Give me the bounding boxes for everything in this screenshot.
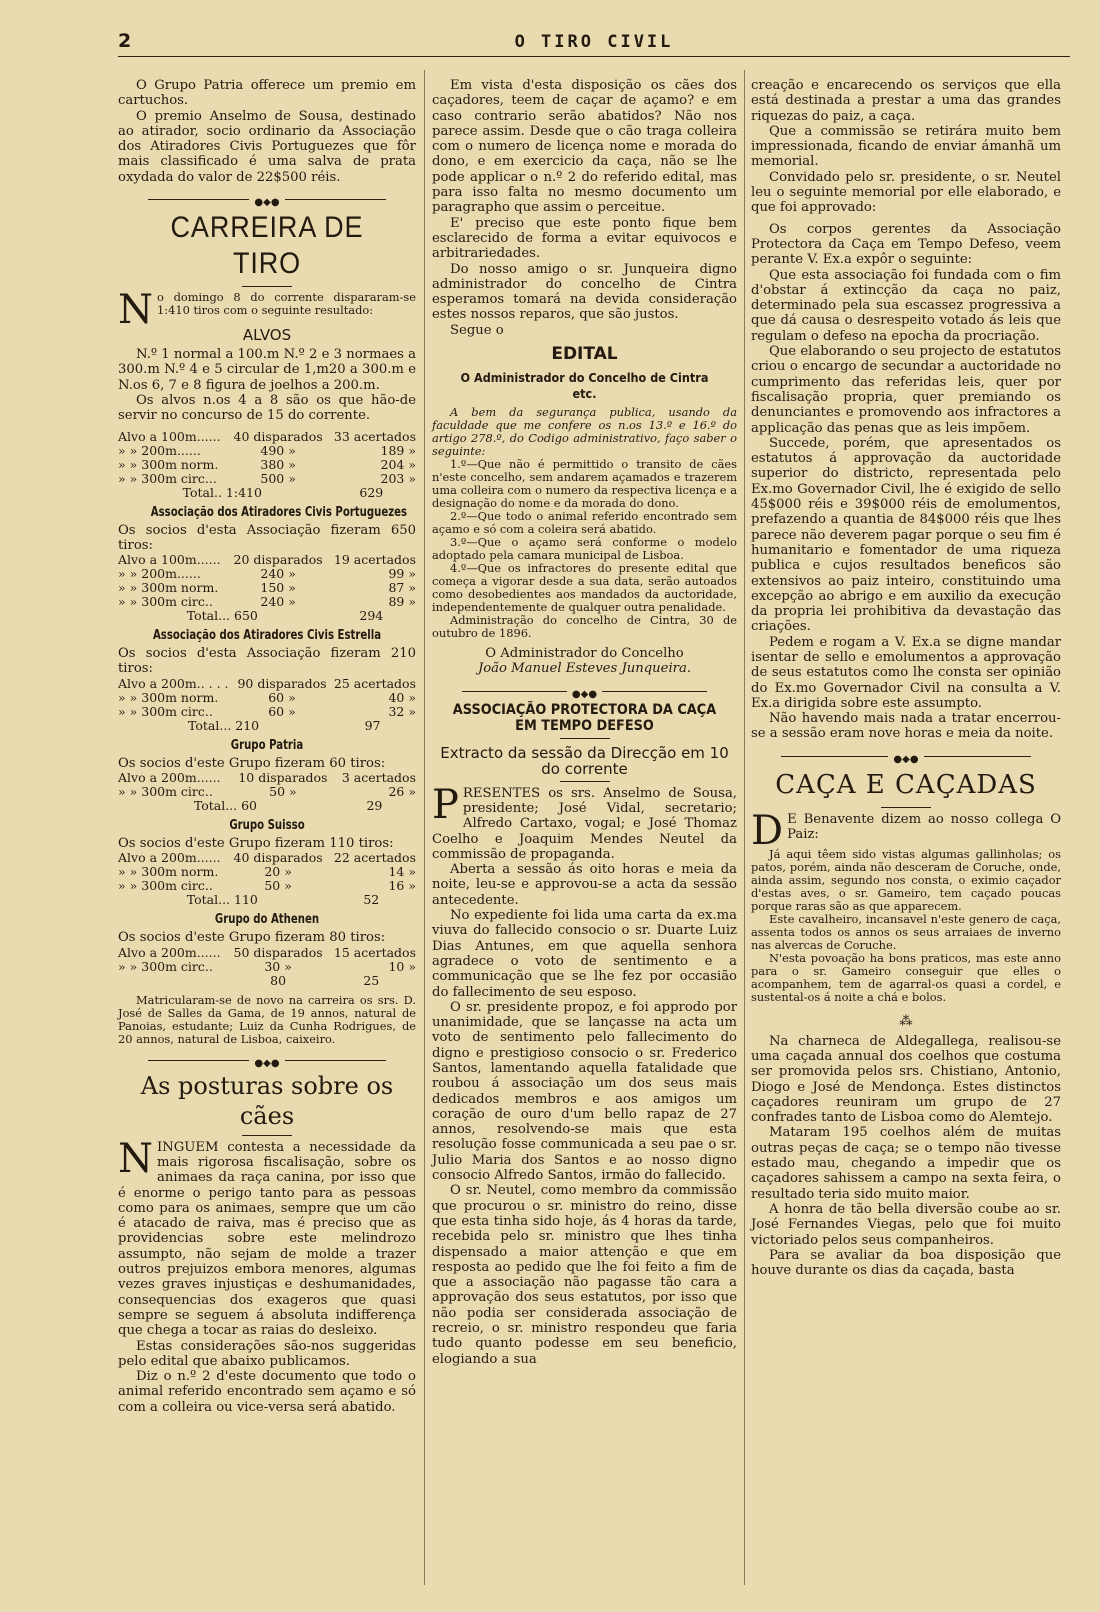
section-ornament: ●◆●: [118, 1055, 416, 1065]
paragraph: Convidado pelo sr. presidente, o sr. Neutel leu o seguinte memorial por elle elaborado, e que foi approvado:: [751, 169, 1061, 216]
column-3: creação e encarecendo os serviços que ella está destinada a prestar a uma das grandes riquezas do paiz, a caça. Que a commissão se retirára muito bem impressionada, ficando de enviar ámanhã um memorial. Convidado pelo sr. presidente, o sr. Neutel leu o seguinte memorial por elle elaborado, e que foi approvado: Os corpos gerentes da Associação Protectora da Caça em Tempo Defeso, veem perante V. Ex.a expôr o seguinte: Que esta associação foi fundada com o fim d'obstar á extincção da caça no paiz, determinado pela sua escassez progressiva a que dá causa o desrespeito votado ás leis que regulam o defeso na epocha da procriação. Que elaborando o seu projecto de estatutos criou o encargo de secundar a auctoridade no cumprimento das referidas leis, quer por fiscalisação propria, quer premiando os denunciantes e promovendo aos infractores a applicação das penas que as leis impõem. Succede, porém, que apresentados os estatutos á approvação da auctoridade superior do districto, representada pelo Ex.mo Governador Civil, lhe é exigido de sello 45$000 réis e 39$000 réis de emolumentos, prefazendo a quantia de 84$000 réis que lhes parece não deverem pagar porque o seu fim é humanitario e fomentador de uma riqueza publica e cujos resultados beneficos são extensivos ao paiz inteiro, constituindo uma excepção ao abrigo e em auxilio da execução da propria lei prohibitiva da devastação das criações. Pedem e rogam a V. Ex.a se digne mandar isentar de sello e emolumentos a approvação de seus estatutos como lhe consta ser opinião do Ex.mo Governador Civil na consulta a V. Ex.a dirigida sobre este assumpto. Não havendo mais nada a tratar encerrou-se a sessão eram nove horas e meia da noite. ●◆● CAÇA E CAÇADAS D E Benavente dizem ao nosso collega O Paiz: Já aqui têem sido vistas algumas gallinholas; os patos, porém, ainda não desceram de Coruche, onde, ainda assim, segundo nos consta, o eximio caçador d'estas aves, o sr. Gameiro, tem caçado poucas porque raras são as que apparecem. Este cavalheiro, incansavel n'este genero de caça, assenta todos os annos os seus arraiaes de inverno nas alvercas de Coruche. N'esta povoação ha bons praticos, mas este anno para o sr. Gameiro conseguir que elles o acompanhem, tem de agarral-os quasi a cordel, e sustental-os á noite a chá e bolos. ⁂ Na charneca de Aldegallega, realisou-se uma caçada annual dos coelhos que costuma ser promovida pelos srs. Chistiano, Antonio, Diogo e José de Mendonça. Estes distinctos caçadores reuniram um grupo de 27 confrades tanto de Lisboa como do Alemtejo. Mataram 195 coelhos além de muitas outras peças de caça; se o tempo não tivesse estado mau, chegando a impedir que os caçadores sahissem a campo na sexta feira, o resultado teria sido muito maior. A honra de tão bella diversão coube ao sr. José Fernandes Viegas, pelo que foi muito victoriado pelos seus companheiros. Para se avaliar da boa disposição que houve durante os dias da caçada, basta: [751, 78, 1062, 1279]
table-row: Alvo a 100m...... 40 disparados 33 acertados: [118, 428, 416, 444]
paragraph: O premio Anselmo de Sousa, destinado ao atirador, socio ordinario da Associação dos Atiradores Civis Portuguezes que fôr mais classificado é uma salva de prata oxydada do valor de 22$500 réis.: [118, 108, 416, 185]
column-1: O Grupo Patria offerece um premio em cartuchos. O premio Anselmo de Sousa, destinado ao atirador, socio ordinario da Associação dos Atiradores Civis Portuguezes que fôr mais classificado é uma salva de prata oxydada do valor de 22$500 réis. ●◆● CARREIRA DE TIRO No domingo 8 do corrente dispararam-se 1:410 tiros com o seguinte resultado: ALVOS N.º 1 normal a 100.m N.º 2 e 3 normaes a 300.m N.º 4 e 5 circular de 1,m20 a 300.m e N.os 6, 7 e 8 figura de joelhos a 200.m. Os alvos n.os 4 a 8 são os que hão-de servir no concurso de 15 do corrente. Alvo a 100m...... 40 disparados 33 acertados » » 200m...... 490 » 189 » » » 300m norm. 380 » 204 » » » 300m circ... 500 » 203 » Total.. 1:410 629 Associação dos Atiradores Civis Portuguezes Os socios d'esta Associação fizeram 650 tiros: Alvo a 100m...... 20 disparados 19 acertados » » 200m...... 240 » 99 » » » 300m norm. 150 » 87 » » » 300m circ.. 240 » 89 » Total... 650 294 Associação dos Atiradores Civis Estrella Os socios d'esta Associação fizeram 210 tiros: Alvo a 200m.. . . . 90 disparados 25 acertados » » 300m norm. 60 » 40 » » » 300m circ.. 60 » 32 » Total... 210 97 Grupo Patria Os socios d'este Grupo fizeram 60 tiros: Alvo a 200m...... 10 disparados 3 acertados » » 300m circ.. 50 » 26 » Total... 60 29 Grupo Suisso Os socios d'este Grupo fizeram 110 tiros: Alvo a 200m...... 40 disparados 22 acertados » » 300m norm. 20 » 14 » » » 300m circ.. 50 » 16 » Total... 110 52 Grupo do Athenen Os socios d'este Grupo fizeram 80 tiros: Alvo a 200m...... 50 disparados 15 acertados » » 300m circ.. 30 » 10 » 80 25 Matricularam-se de novo na carreira os srs. D. José de Salles da Gama, de 19 annos, natural de Panoias, estudante; Luiz da Cunha Rodrigues, de 20 annos, natural de Lisboa, caixeiro. ●◆● As posturas sobre os cães NINGUEM contesta a necessidade da mais rigorosa fiscalisação, sobre os animaes da raça canina, por isso que é enorme o perigo tanto para as pessoas como para os animaes, sempre que um cão é atacado de raiva, mas é preciso que as providencias sobre este melindrozo assumpto, não sejam de molde a trazer outros prejuizos embora menores, algumas vezes graves injustiças e deshumanidades, consequencias dos exageros que quasi sempre se seguem á absoluta indifferença que chega a tocar as raias do desleixo. Estas considerações são-nos suggeridas pelo edital que abaixo publicamos. Diz o n.º 2 d'este documento que todo o animal referido encontrado sem açamo e só com a colleira ou vice-versa será abatido.: [118, 78, 416, 1415]
paragraph: Que a commissão se retirára muito bem impressionada, ficando de enviar ámanhã um memorial.: [751, 123, 1061, 170]
results-table: [118, 430, 416, 500]
page-number: 2: [118, 30, 132, 52]
paragraph: O Grupo Patria offerece um premio em cartuchos.: [118, 78, 416, 109]
table-row: » » 300m circ... 500 » 203 »: [118, 470, 416, 486]
edital-item: 1.º—Que não é permittido o transito de cães n'este concelho, sem andarem açamados e trazerem uma colleira com o numero da respectiva licença e a designação do nome e da morada do dono.: [432, 457, 737, 511]
paragraph: O sr. presidente propoz, e foi approdo por unanimidade, que se lançasse na acta um voto de sentimento pelo fallecimento do digno e prestigioso consocio o sr. Frederico Santos, lamentando aquella fatalidade que roubou á associação um dos seus mais dedicados membros e aos amigos um coração de ouro d'um bello rapaz de 27 annos, resolvendo-se mais que esta resolução fosse communicada a seu pae o sr. Julio Maria dos Santos e ao nosso digno consocio Alfredo Santos, irmão do fallecido.: [432, 999, 737, 1184]
subheading: Grupo Patria: [230, 737, 304, 753]
paragraph: No expediente foi lida uma carta da ex.ma viuva do fallecido consocio o sr. Duarte Luiz Dias Antunes, em que aquella senhora agradece o voto de sentimento e a communicação que se lhe fez por occasião do fallecimento de seu esposo.: [432, 908, 737, 1000]
edital-item: 2.º—Que todo o animal referido encontrado sem açamo e só com a coleira será abatido.: [432, 509, 737, 537]
subheading: O Administrador do Concelho de Cintra etc.: [460, 370, 709, 402]
drop-cap: P: [432, 781, 459, 828]
results-table: [118, 553, 416, 623]
paragraph: Os socios d'este Grupo fizeram 110 tiros:: [118, 836, 394, 852]
table-row: Alvo a 200m...... 40 disparados 22 acertados: [118, 850, 416, 866]
paragraph: o domingo 8 do corrente dispararam-se 1:410 tiros com o seguinte resultado:: [157, 290, 416, 318]
paragraph: Benavente dizem ao nosso collega O Paiz:: [787, 811, 1062, 843]
paragraph: Para se avaliar da boa disposição que houve durante os dias da caçada, basta: [751, 1247, 1061, 1279]
edital-item: 3.º—Que o açamo será conforme o modelo adoptado pela camara municipal de Lisboa.: [432, 535, 737, 563]
divider: [242, 1135, 292, 1136]
section-title: ASSOCIAÇÃO PROTECTORA DA CAÇA EM TEMPO DEFESO: [452, 701, 717, 734]
paragraph: Não havendo mais nada a tratar encerrou-se a sessão eram nove horas e meia da noite.: [751, 711, 1061, 742]
table-total-row: Total... 650 294: [186, 608, 384, 624]
table-total-row: 80 25: [270, 972, 380, 988]
paragraph: Os alvos n.os 4 a 8 são os que hão-de servir no concurso de 15 do corrente.: [118, 392, 416, 424]
section-title: CARREIRA DE TIRO: [170, 211, 364, 281]
table-total-row: Total... 210 97: [188, 717, 381, 733]
paragraph: Matricularam-se de novo na carreira os srs. D. José de Salles da Gama, de 19 annos, natural de Panoias, estudante; Luiz da Cunha Rodrigues, de 20 annos, natural de Lisboa, caixeiro.: [118, 992, 416, 1046]
divider: [881, 807, 931, 808]
column-divider: [424, 70, 425, 1585]
edital-item: 4.º—Que os infractores do presente edital que começa a vigorar desde a sua data, serão autoados como desobedientes aos mandados da auctoridade, independentemente de qualquer outra penalidade.: [432, 561, 737, 615]
paragraph: Diz o n.º 2 d'este documento que todo o animal referido encontrado sem açamo e só com a colleira ou vice-versa será abatido.: [118, 1369, 416, 1415]
memorial-paragraph: Que elaborando o seu projecto de estatutos criou o encargo de secundar a auctoridade no cumprimento das referidas leis, quer por fiscalisação propria, quer premiando os denunciantes e promovendo aos infractores a applicação das penas que as leis impõem.: [751, 344, 1061, 436]
divider: [242, 286, 292, 287]
subheading: EDITAL: [551, 344, 618, 365]
edital-item: Administração do concelho de Cintra, 30 de outubro de 1896.: [432, 613, 737, 641]
paragraph: Do nosso amigo o sr. Junqueira digno administrador do concelho de Cintra esperamos tomará na devida consideração estes nossos reparos, que são justos.: [432, 261, 737, 323]
paragraph: N.º 1 normal a 100.m N.º 2 e 3 normaes a 300.m N.º 4 e 5 circular de 1,m20 a 300.m e N.os 6, 7 e 8 figura de joelhos a 200.m.: [118, 347, 416, 393]
memorial-paragraph: Succede, porém, que apresentados os estatutos á approvação da auctoridade superior do districto, representada pelo Ex.mo Governador Civil, lhe é exigido de sello 45$000 réis e 39$000 réis de emolumentos, prefazendo a quantia de 84$000 réis que lhes parece não deverem pagar porque o seu fim é humanitario e fomentador de uma riqueza publica e cujos resultados beneficos são extensivos ao paiz inteiro, constituindo uma excepção ao abrigo e em auxilio da execução da propria lei prohibitiva da devastação das criações.: [751, 435, 1061, 635]
table-row: » » 300m circ.. 30 » 10 »: [118, 958, 416, 974]
table-row: Alvo a 200m...... 10 disparados 3 acertados: [118, 770, 416, 786]
paragraph: Segue o: [450, 322, 504, 338]
results-table: [118, 677, 416, 733]
paragraph: os srs. Anselmo de Sousa, presidente; José Vidal, secretario; Alfredo Cartaxo, vogal; e José Thomaz Coelho e Joaquim Mendes Neutel da commissão de propaganda.: [432, 785, 737, 862]
section-ornament: ●◆●: [751, 751, 1061, 761]
table-row: » » 200m...... 240 » 99 »: [118, 566, 416, 582]
memorial-paragraph: Os corpos gerentes da Associação Protectora da Caça em Tempo Defeso, veem perante V. Ex.a expôr o seguinte:: [751, 221, 1061, 268]
table-row: » » 300m circ.. 50 » 16 »: [118, 878, 416, 894]
subheading: Grupo Suisso: [229, 818, 305, 834]
table-row: » » 300m circ.. 60 » 32 »: [118, 703, 416, 719]
drop-cap: N: [118, 1135, 153, 1182]
paragraph: A honra de tão bella diversão coube ao sr. José Fernandes Viegas, pelo que foi muito victoriado pelos seus companheiros.: [751, 1201, 1061, 1248]
table-total-row: Total... 60 29: [193, 798, 383, 814]
table-row: » » 300m circ.. 50 » 26 »: [118, 784, 416, 800]
table-row: » » 300m norm. 60 » 40 »: [118, 689, 416, 705]
table-row: Alvo a 200m.. . . . 90 disparados 25 acertados: [118, 675, 416, 691]
subheading: Associação dos Atiradores Civis Portuguezes: [150, 504, 408, 520]
column-2: Em vista d'esta disposição os cães dos caçadores, teem de caçar de açamo? e em caso contrario serão abatidos? Não nos parece assim. Desde que o cão traga colleira com o numero de licença nome e morada do dono, e em exercicio da caça, não se lhe pode applicar o n.º 2 do referido edital, mas para isso falta no mesmo documento um paragrapho que assim o perceitue. E' preciso que este ponto fique bem esclarecido de forma a evitar equivocos e arbitrariedades. Do nosso amigo o sr. Junqueira digno administrador do concelho de Cintra esperamos tomará na devida consideração estes nossos reparos, que são justos. Segue o EDITAL O Administrador do Concelho de Cintra etc. A bem da segurança publica, usando da faculdade que me confere os n.os 13.º e 16.º do artigo 278.º, do Codigo administrativo, faço saber o seguinte: 1.º—Que não é permittido o transito de cães n'este concelho, sem andarem açamados e trazerem uma colleira com o numero da respectiva licença e a designação do nome e da morada do dono. 2.º—Que todo o animal referido encontrado sem açamo e só com a coleira será abatido. 3.º—Que o açamo será conforme o modelo adoptado pela camara municipal de Lisboa. 4.º—Que os infractores do presente edital que começa a vigorar desde a sua data, serão autoados como desobedientes aos mandados da auctoridade, independentemente de qualquer outra penalidade. Administração do concelho de Cintra, 30 de outubro de 1896. O Administrador do Concelho João Manuel Esteves Junqueira. ●◆● ASSOCIAÇÃO PROTECTORA DA CAÇA EM TEMPO DEFESO Extracto da sessão da Direcção em 10 do corrente PRESENTES os srs. Anselmo de Sousa, presidente; José Vidal, secretario; Alfredo Cartaxo, vogal; e José Thomaz Coelho e Joaquim Mendes Neutel da commissão de propaganda. Aberta a sessão ás oito horas e meia da noite, leu-se e approvou-se a acta da sessão antecedente. No expediente foi lida uma carta da ex.ma viuva do fallecido consocio o sr. Duarte Luiz Dias Antunes, em que aquella senhora agradece o voto de sentimento e a communicação que se lhe fez por occasião do fallecimento de seu esposo. O sr. presidente propoz, e foi approdo por unanimidade, que se lançasse na acta um voto de sentimento pelo fallecimento do digno e prestigioso consocio o sr. Frederico Santos, lamentando aquella fatalidade que roubou á associação um dos seus mais dedicados membros e aos amigos um coração de ouro d'um bello rapaz de 27 annos, resolvendo-se mais que esta resolução fosse communicada a seu pae o sr. Julio Maria dos Santos e ao nosso digno consocio Alfredo Santos, irmão do fallecido. O sr. Neutel, como membro da commissão que procurou o sr. ministro do reino, disse que esta tinha sido hoje, ás 4 horas da tarde, recebida pelo sr. ministro que lhes tinha dispensado a maior attenção e que em resposta ao pedido que lhe foi feito a fim de que a associação não pagasse tão cara a approvação dos seus estatutos, por isso que não podia ser considerada associação de recreio, o sr. ministro respondeu que faria tudo quanto podesse em seu beneficio, elogiando a sua: [432, 78, 737, 1367]
divider: [560, 738, 610, 739]
journal-title: O TIRO CIVIL: [514, 32, 674, 52]
subheading: ALVOS: [242, 326, 292, 345]
results-table: [118, 851, 416, 907]
paragraph: Em vista d'esta disposição os cães dos caçadores, teem de caçar de açamo? e em caso contrario serão abatidos? Não nos parece assim. Desde que o cão traga colleira com o numero de licença nome e morada do dono, e em exercicio da caça, não se lhe pode applicar o n.º 2 do referido edital, mas para isso falta no mesmo documento um paragrapho que assim o perceitue.: [432, 78, 737, 216]
divider: [560, 781, 610, 782]
subheading: Extracto da sessão da Direcção em 10 do corrente: [440, 743, 729, 778]
subheading: Grupo do Athenen: [214, 912, 320, 928]
subheading: Associação dos Atiradores Civis Estrella: [152, 628, 382, 644]
paragraph: O sr. Neutel, como membro da commissão que procurou o sr. ministro do reino, disse que esta tinha sido hoje, ás 4 horas da tarde, recebida pelo sr. ministro que lhes tinha dispensado a maior attenção e que em resposta ao pedido que lhe foi feito a fim de que a associação não pagasse tão cara a approvação dos seus estatutos, por isso que não podia ser considerada associação de recreio, o sr. ministro respondeu que faria tudo quanto podesse em seu beneficio, elogiando a sua: [432, 1183, 737, 1367]
section-title: As posturas sobre os cães: [140, 1071, 394, 1130]
section-ornament: ●◆●: [432, 686, 737, 696]
quote-paragraph: Este cavalheiro, incansavel n'este genero de caça, assenta todos os annos os seus arraiaes de inverno nas alvercas de Coruche.: [751, 912, 1061, 953]
section-ornament: ●◆●: [118, 194, 416, 204]
table-total-row: Total.. 1:410 629: [182, 484, 384, 500]
table-row: Alvo a 100m...... 20 disparados 19 acertados: [118, 552, 416, 568]
paragraph: Estas considerações são-nos suggeridas pelo edital que abaixo publicamos.: [118, 1338, 416, 1369]
table-row: » » 300m norm. 380 » 204 »: [118, 456, 416, 472]
paragraph: Os socios d'este Grupo fizeram 60 tiros:: [118, 755, 386, 771]
table-row: » » 300m norm. 150 » 87 »: [118, 580, 416, 596]
table-row: » » 300m norm. 20 » 14 »: [118, 864, 416, 880]
paragraph: contesta a necessidade da mais rigorosa fiscalisação, sobre os animaes da raça canina, por isso que é enorme o perigo tanto para as pessoas como para os animaes, sempre que um cão é atacado de raiva, mas é preciso que as providencias sobre este melindrozo assumpto, não sejam de molde a trazer outros prejuizos embora menores, algumas vezes graves injustiças e deshumanidades, consequencias dos exageros que quasi sempre se seguem á absoluta indifferença que chega a tocar as raias do desleixo.: [118, 1139, 416, 1339]
memorial-paragraph: Que esta associação foi fundada com o fim d'obstar á extincção da caça no paiz, determinado pela sua escassez progressiva a que dá causa o desrespeito votado ás leis que regulam o defeso na epocha da procriação.: [751, 267, 1061, 344]
drop-cap: N: [118, 287, 153, 334]
signature-name: João Manuel Esteves Junqueira.: [477, 661, 692, 677]
paragraph: creação e encarecendo os serviços que ella está destinada a prestar a uma das grandes riquezas do paiz, a caça.: [751, 78, 1061, 124]
paragraph: Mataram 195 coelhos além de muitas outras peças de caça; se o tempo não tivesse estado mau, chegando a impedir que os caçadores sahissem a campo na sexta feira, o resultado teria sido muito maior.: [751, 1125, 1061, 1202]
signature-line: O Administrador do Concelho: [485, 646, 684, 662]
quote-paragraph: Já aqui têem sido vistas algumas gallinholas; os patos, porém, ainda não desceram de Coruche, onde, ainda assim, segundo nos consta, o eximio caçador d'estas aves, o sr. Gameiro, tem caçado poucas porque raras são as que apparecem.: [751, 847, 1061, 914]
paragraph: Aberta a sessão ás oito horas e meia da noite, leu-se e approvou-se a acta da sessão antecedente.: [432, 862, 737, 908]
table-row: » » 300m circ.. 240 » 89 »: [118, 594, 416, 610]
drop-cap: D: [751, 807, 784, 854]
paragraph: Os socios d'esta Associação fizeram 650 tiros:: [118, 522, 416, 553]
asterism: ⁂: [899, 1014, 913, 1030]
page-header: [118, 30, 1070, 57]
column-divider: [744, 70, 745, 1585]
memorial-paragraph: Pedem e rogam a V. Ex.a se digne mandar isentar de sello e emolumentos a approvação de seus estatutos como lhe consta ser opinião do Ex.mo Governador Civil na consulta a V. Ex.a dirigida sobre este assumpto.: [751, 634, 1061, 711]
results-table: [118, 946, 416, 988]
paragraph: Na charneca de Aldegallega, realisou-se uma caçada annual dos coelhos que costuma ser promovida pelos srs. Chistiano, Antonio, Diogo e José de Mendonça. Estes distinctos caçadores reuniram um grupo de 27 confrades tanto de Lisboa como do Alemtejo.: [751, 1033, 1061, 1126]
table-row: Alvo a 200m...... 50 disparados 15 acertados: [118, 944, 416, 960]
paragraph: Os socios d'este Grupo fizeram 80 tiros:: [118, 930, 386, 946]
quote-paragraph: N'esta povoação ha bons praticos, mas este anno para o sr. Gameiro conseguir que elles o acompanhem, tem de agarral-os quasi a cordel, e sustental-os á noite a chá e bolos.: [751, 951, 1061, 1005]
results-table: [118, 771, 416, 813]
table-total-row: Total... 110 52: [186, 892, 380, 908]
section-title: CAÇA E CAÇADAS: [775, 769, 1037, 800]
paragraph: A bem da segurança publica, usando da faculdade que me confere os n.os 13.º e 16.º do artigo 278.º, do Codigo administrativo, faço saber o seguinte:: [432, 405, 737, 459]
paragraph: Os socios d'esta Associação fizeram 210 tiros:: [118, 646, 416, 677]
table-row: » » 200m...... 490 » 189 »: [118, 442, 416, 458]
paragraph: E' preciso que este ponto fique bem esclarecido de forma a evitar equivocos e arbitrariedades.: [432, 215, 737, 262]
